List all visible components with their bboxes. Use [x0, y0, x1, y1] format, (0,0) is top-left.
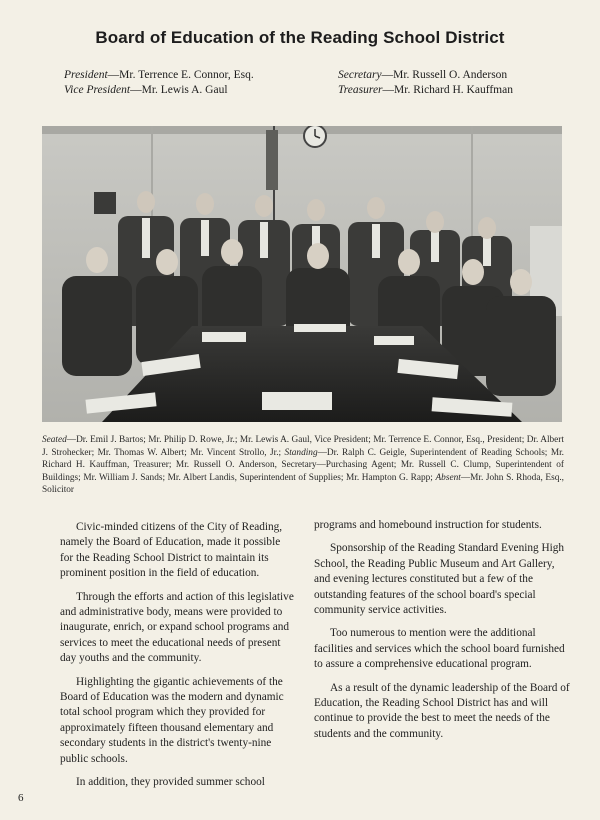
- board-group-photo: [42, 126, 562, 422]
- caption-seated-text: —Dr. Emil J. Bartos; Mr. Philip D. Rowe, Jr.; Mr. Lewis A. Gaul, Vice President; Mr. Terrence E. Connor, Esq., President; Dr. Albert J. Strohecker; Mr. Thomas W. Albert; Mr. Vincent Strollo, Jr.;: [42, 435, 564, 458]
- secretary-role: Secretary: [338, 69, 382, 81]
- secretary-line: [338, 68, 513, 83]
- body-paragraph: In addition, they provided summer school: [76, 776, 265, 789]
- body-paragraph: As a result of the dynamic leadership of the Board of Education, the Reading School District has and will continue to provide the best to meet the needs of the students and the community.: [314, 681, 570, 740]
- page-title: Board of Education of the Reading School District: [95, 28, 505, 47]
- caption-absent-text: —Mr. John S. Rhoda, Esq., Solicitor: [42, 472, 564, 496]
- officers-right: [338, 68, 513, 98]
- body-paragraph: Too numerous to mention were the additional facilities and services which the school board furnished to assure a comprehensive educational program.: [314, 627, 565, 671]
- body-paragraph: Civic-minded citizens of the City of Reading, namely the Board of Education, made it possible for the Reading School District to maintain its prominent position in the field of education.: [60, 521, 283, 580]
- vice-president-line: [64, 83, 254, 98]
- caption-standing-label: Standing: [284, 447, 318, 458]
- president-role: President: [64, 69, 108, 81]
- body-paragraph: programs and homebound instruction for students.: [314, 519, 542, 531]
- president-name: —Mr. Terrence E. Connor, Esq.: [107, 69, 254, 81]
- body-column-right: [314, 518, 570, 750]
- photo-caption: [42, 434, 564, 497]
- body-column-left: [60, 520, 296, 799]
- caption-absent-label: Absent: [435, 472, 461, 483]
- treasurer-line: [338, 83, 513, 98]
- body-paragraph: Through the efforts and action of this legislative and administrative body, means were provided to inaugurate, enrich, or expand school programs and services to meet the educational needs of present day youths and the community.: [60, 590, 294, 665]
- president-line: [64, 68, 254, 83]
- body-paragraph: Highlighting the gigantic achievements of the Board of Education was the modern and dynamic total school program which they provided for approximately fifteen thousand elementary and secondary students in the district's twenty-nine public schools.: [60, 675, 284, 765]
- body-paragraph: Sponsorship of the Reading Standard Evening High School, the Reading Public Museum and Art Gallery, and evening lectures constituted but a few of the outstanding features of the school board's special community service activities.: [314, 542, 565, 617]
- officers-left: [64, 68, 254, 98]
- page-number: 6: [18, 792, 24, 804]
- caption-seated-label: Seated: [42, 435, 67, 445]
- vice-president-role: Vice President: [64, 84, 131, 96]
- group-photo-illustration: [42, 126, 562, 422]
- treasurer-role: Treasurer: [338, 84, 383, 96]
- treasurer-name: —Mr. Richard H. Kauffman: [382, 84, 513, 96]
- vice-president-name: —Mr. Lewis A. Gaul: [130, 84, 228, 96]
- caption-standing-text: —Dr. Ralph C. Geigle, Superintendent of Reading Schools; Mr. Richard H. Kauffman, Treasurer; Mr. Russell O. Anderson, Secretary—Purchasing Agent; Mr. Russell C. Clump, Superintendent of Buildings; Mr. William J. Sands; Mr. Albert Landis, Superintendent of Supplies; Mr. Hampton G. Rapp;: [42, 447, 564, 483]
- secretary-name: —Mr. Russell O. Anderson: [381, 69, 508, 81]
